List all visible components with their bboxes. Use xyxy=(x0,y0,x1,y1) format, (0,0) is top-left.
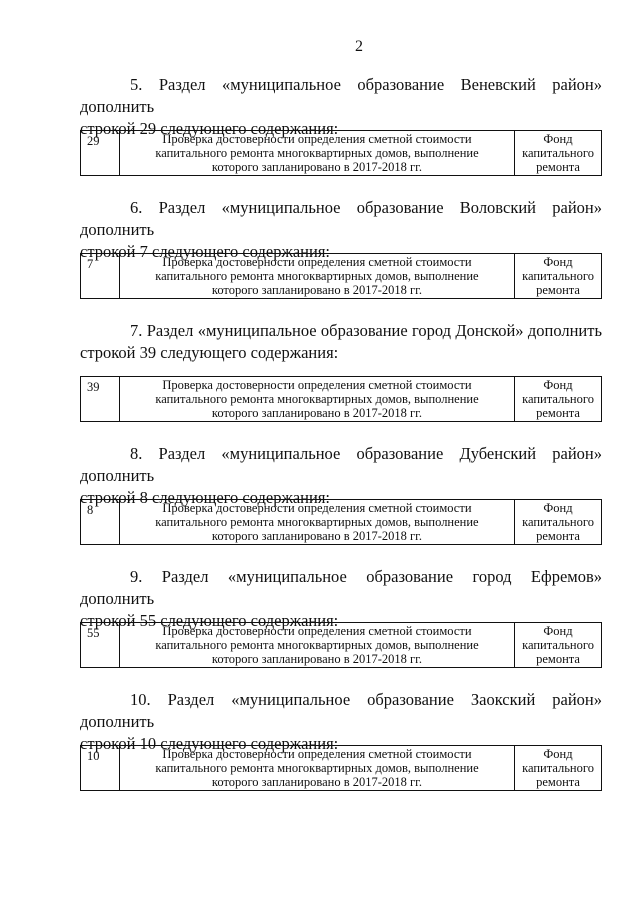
description-line: Проверка достоверности определения сметной стоимости xyxy=(162,255,472,269)
row-number: 39 xyxy=(81,377,120,422)
fund-line: ремонта xyxy=(536,283,580,297)
fund-line: капитального xyxy=(522,761,594,775)
fund-line: капитального xyxy=(522,392,594,406)
paragraph-line-1: 5. Раздел «муниципальное образование Веневский район» дополнить xyxy=(80,75,602,116)
section-7 xyxy=(80,320,602,420)
fund-line: капитального xyxy=(522,515,594,529)
section-5 xyxy=(80,74,602,174)
fund-line: капитального xyxy=(522,269,594,283)
fund-line: Фонд xyxy=(543,378,573,392)
table-row xyxy=(81,746,602,791)
paragraph-line-2: строкой 7 следующего содержания: xyxy=(80,242,331,261)
description-line: капитального ремонта многоквартирных домов, выполнение xyxy=(155,638,479,652)
row-description xyxy=(119,131,514,176)
fund-line: Фонд xyxy=(543,255,573,269)
section-paragraph xyxy=(80,320,602,364)
description-line: которого запланировано в 2017-2018 гг. xyxy=(211,283,422,297)
row-fund xyxy=(515,254,602,299)
paragraph-line-2: строкой 29 следующего содержания: xyxy=(80,119,339,138)
table-row xyxy=(81,254,602,299)
row-fund xyxy=(515,131,602,176)
paragraph-line-2: строкой 39 следующего содержания: xyxy=(80,343,339,362)
fund-line: Фонд xyxy=(543,624,573,638)
page-number: 2 xyxy=(355,38,363,55)
row-fund xyxy=(515,746,602,791)
entry-table xyxy=(80,745,602,791)
description-line: Проверка достоверности определения сметной стоимости xyxy=(162,501,472,515)
row-fund xyxy=(515,500,602,545)
row-number: 29 xyxy=(81,131,120,176)
fund-line: Фонд xyxy=(543,132,573,146)
table-row xyxy=(81,377,602,422)
entry-table xyxy=(80,253,602,299)
paragraph-line-1: 6. Раздел «муниципальное образование Воловский район» дополнить xyxy=(80,198,602,239)
description-line: Проверка достоверности определения сметной стоимости xyxy=(162,378,472,392)
entry-table xyxy=(80,622,602,668)
table-row xyxy=(81,623,602,668)
description-line: капитального ремонта многоквартирных домов, выполнение xyxy=(155,392,479,406)
row-number: 7 xyxy=(81,254,120,299)
paragraph-line-2: строкой 55 следующего содержания: xyxy=(80,611,339,630)
row-description xyxy=(119,623,514,668)
fund-line: капитального xyxy=(522,146,594,160)
row-description xyxy=(119,500,514,545)
fund-line: ремонта xyxy=(536,406,580,420)
description-line: Проверка достоверности определения сметной стоимости xyxy=(162,747,472,761)
table-row xyxy=(81,131,602,176)
fund-line: капитального xyxy=(522,638,594,652)
fund-line: ремонта xyxy=(536,775,580,789)
row-description xyxy=(119,254,514,299)
row-number: 8 xyxy=(81,500,120,545)
description-line: Проверка достоверности определения сметной стоимости xyxy=(162,624,472,638)
entry-table xyxy=(80,376,602,422)
description-line: которого запланировано в 2017-2018 гг. xyxy=(211,529,422,543)
row-number: 10 xyxy=(81,746,120,791)
row-fund xyxy=(515,377,602,422)
fund-line: Фонд xyxy=(543,747,573,761)
row-number: 55 xyxy=(81,623,120,668)
description-line: Проверка достоверности определения сметной стоимости xyxy=(162,132,472,146)
paragraph-line-1: 10. Раздел «муниципальное образование Заокский район» дополнить xyxy=(80,690,602,731)
description-line: капитального ремонта многоквартирных домов, выполнение xyxy=(155,146,479,160)
fund-line: ремонта xyxy=(536,160,580,174)
paragraph-line-1: 8. Раздел «муниципальное образование Дубенский район» дополнить xyxy=(80,444,602,485)
section-8 xyxy=(80,443,602,543)
paragraph-line-2: строкой 10 следующего содержания: xyxy=(80,734,339,753)
row-fund xyxy=(515,623,602,668)
fund-line: ремонта xyxy=(536,529,580,543)
entry-table xyxy=(80,130,602,176)
paragraph-line-1: 9. Раздел «муниципальное образование город Ефремов» дополнить xyxy=(80,567,602,608)
description-line: капитального ремонта многоквартирных домов, выполнение xyxy=(155,761,479,775)
row-description xyxy=(119,377,514,422)
description-line: которого запланировано в 2017-2018 гг. xyxy=(211,652,422,666)
description-line: которого запланировано в 2017-2018 гг. xyxy=(211,775,422,789)
description-line: которого запланировано в 2017-2018 гг. xyxy=(211,160,422,174)
section-10 xyxy=(80,689,602,789)
description-line: капитального ремонта многоквартирных домов, выполнение xyxy=(155,269,479,283)
description-line: капитального ремонта многоквартирных домов, выполнение xyxy=(155,515,479,529)
paragraph-line-2: строкой 8 следующего содержания: xyxy=(80,488,331,507)
section-9 xyxy=(80,566,602,666)
row-description xyxy=(119,746,514,791)
fund-line: Фонд xyxy=(543,501,573,515)
entry-table xyxy=(80,499,602,545)
fund-line: ремонта xyxy=(536,652,580,666)
table-row xyxy=(81,500,602,545)
paragraph-line-1: 7. Раздел «муниципальное образование город Донской» дополнить xyxy=(130,321,602,340)
section-6 xyxy=(80,197,602,297)
description-line: которого запланировано в 2017-2018 гг. xyxy=(211,406,422,420)
